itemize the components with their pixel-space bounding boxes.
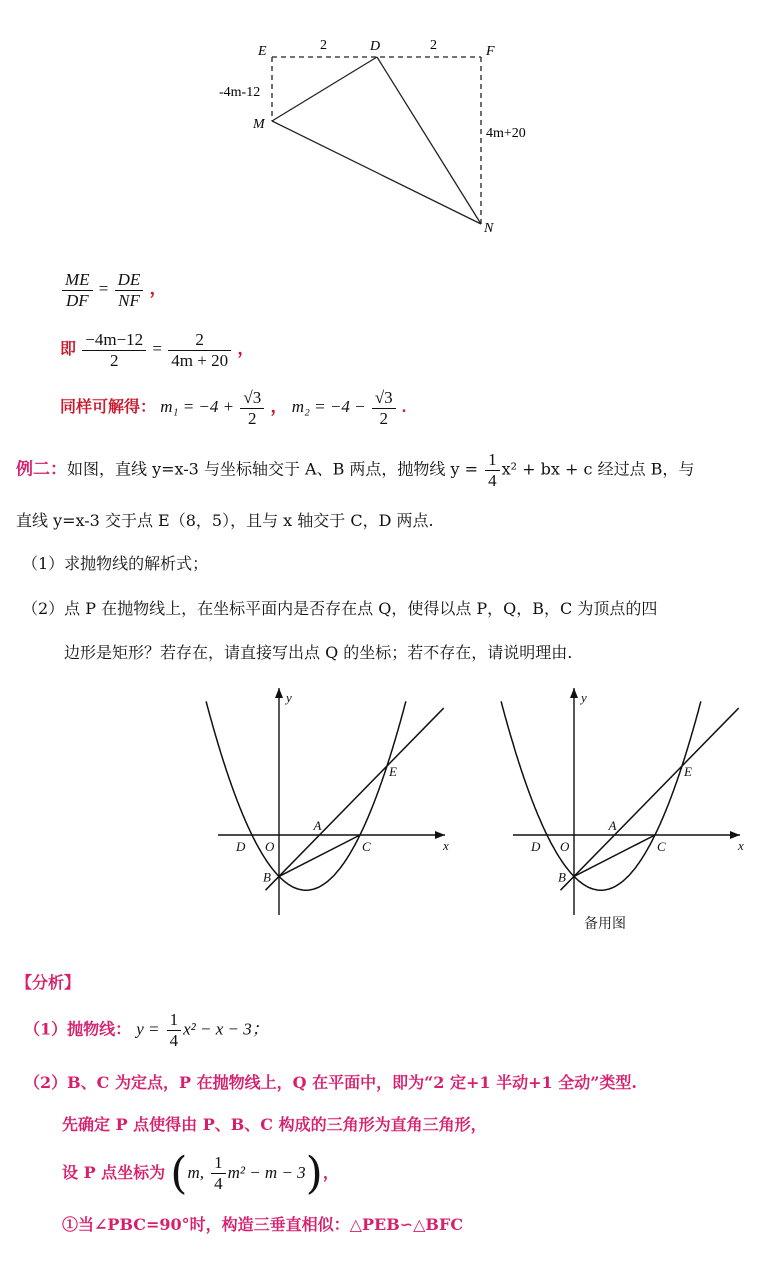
label-b: B <box>558 869 566 885</box>
analysis-1 <box>24 1010 269 1050</box>
substituted-equation <box>60 330 254 370</box>
label-e: E <box>258 44 267 59</box>
frac-num: √3 <box>374 388 393 407</box>
m1-expression: m₁ = −4 + <box>160 396 235 416</box>
right-paren: ) <box>305 1148 323 1199</box>
analysis-2-line3-tail: ， <box>322 1163 339 1182</box>
question-1: （1）求抛物线的解析式； <box>22 554 209 573</box>
analysis-title: 【分析】 <box>16 973 81 992</box>
example2-text-b: x² + bx + c 经过点 B，与 <box>501 459 695 479</box>
label-ed: 2 <box>320 38 327 53</box>
frac-den: 2 <box>240 408 264 429</box>
coordinate-graphs <box>0 680 783 940</box>
example2-text-a: 如图，直线 y=x-3 与坐标轴交于 A、B 两点，抛物线 y = <box>67 459 479 479</box>
left-paren: ( <box>170 1148 188 1199</box>
label-em: -4m-12 <box>219 85 261 100</box>
label-a: A <box>608 818 617 833</box>
substituted-prefix: 即 <box>60 338 77 358</box>
label-c: C <box>657 839 666 854</box>
line-y-eq-x-minus-3 <box>561 708 739 890</box>
frac-den: 4 <box>485 470 500 491</box>
geometry-figure <box>0 0 783 250</box>
question-2-line1: （2）点 P 在抛物线上，在坐标平面内是否存在点 Q，使得以点 P，Q，B，C 为顶点的四 <box>22 599 658 618</box>
label-n: N <box>484 221 494 236</box>
segment-md <box>272 57 377 121</box>
label-x: x <box>443 838 449 853</box>
frac-den: 2 <box>372 408 396 429</box>
analysis-1-eq-b: x² − x − 3； <box>183 1019 269 1039</box>
frac-den: 2 <box>82 350 146 371</box>
frac-num: DE <box>117 270 141 289</box>
frac-num: ME <box>65 270 90 289</box>
label-c: C <box>362 839 371 854</box>
ratio-tail: ， <box>149 278 167 298</box>
coord-b: m² − m − 3 <box>227 1163 306 1182</box>
frac-den: DF <box>62 290 93 311</box>
label-m: M <box>253 117 265 132</box>
frac-num: −4m−12 <box>85 330 144 349</box>
frac-num: √3 <box>243 388 262 407</box>
solution-line <box>60 388 406 428</box>
label-a: A <box>313 818 322 833</box>
question-2-line2: 边形是矩形？若存在，请直接写出点 Q 的坐标；若不存在，请说明理由. <box>64 643 573 662</box>
frac-den: 4 <box>211 1173 226 1194</box>
label-o: O <box>265 839 275 854</box>
analysis-2-line4: ①当∠PBC=90°时，构造三垂直相似：△PEB∽△BFC <box>62 1215 464 1234</box>
label-f: F <box>486 44 495 59</box>
substituted-tail: ， <box>237 338 255 358</box>
frac-num: 2 <box>195 330 204 349</box>
analysis-1-prefix: （1）抛物线： <box>24 1019 132 1039</box>
solution-end: . <box>401 396 407 416</box>
y-axis-arrow <box>570 688 578 698</box>
label-b: B <box>263 869 271 885</box>
m2-expression: m₂ = −4 − <box>291 396 366 416</box>
ratio-equation <box>60 270 167 310</box>
label-x: x <box>738 838 744 853</box>
example2-label: 例二： <box>16 459 67 480</box>
frac-num: 1 <box>214 1153 223 1173</box>
frac-den: 4 <box>167 1030 182 1051</box>
label-y: y <box>581 690 587 705</box>
coord-a: m, <box>187 1163 204 1182</box>
frac-num: 1 <box>488 450 497 469</box>
label-d: D <box>370 39 381 54</box>
analysis-2-line3-prefix: 设 P 点坐标为 <box>62 1163 166 1182</box>
frac-den: 4m + 20 <box>168 350 231 371</box>
label-d: D <box>236 839 246 854</box>
equals-sign: = <box>152 338 163 358</box>
line-y-eq-x-minus-3 <box>266 708 444 890</box>
equals-sign: = <box>98 278 109 298</box>
analysis-2-line1: （2）B、C 为定点，P 在抛物线上，Q 在平面中，即为“2 定+1 半动+1 全动”类型. <box>24 1073 637 1092</box>
frac-num: 1 <box>169 1010 179 1029</box>
analysis-2-line2: 先确定 P 点使得由 P、B、C 构成的三角形为直角三角形， <box>62 1115 487 1134</box>
solution-prefix: 同样可解得： <box>60 396 157 416</box>
example2-line2: 直线 y=x-3 交于点 E（8，5），且与 x 轴交于 C，D 两点. <box>16 511 434 530</box>
label-y: y <box>286 690 292 705</box>
frac-den: NF <box>115 290 144 311</box>
label-fn: 4m+20 <box>486 126 526 141</box>
backup-caption: 备用图 <box>584 917 626 932</box>
label-df: 2 <box>430 38 437 53</box>
y-axis-arrow <box>275 688 283 698</box>
example2-line1 <box>16 450 694 490</box>
label-o: O <box>560 839 570 854</box>
label-e: E <box>684 764 692 779</box>
label-d: D <box>531 839 541 854</box>
analysis-2-line3 <box>62 1148 339 1199</box>
label-e: E <box>389 764 397 779</box>
solution-separator: ， <box>270 396 288 416</box>
analysis-1-eq-a: y = <box>136 1019 160 1039</box>
